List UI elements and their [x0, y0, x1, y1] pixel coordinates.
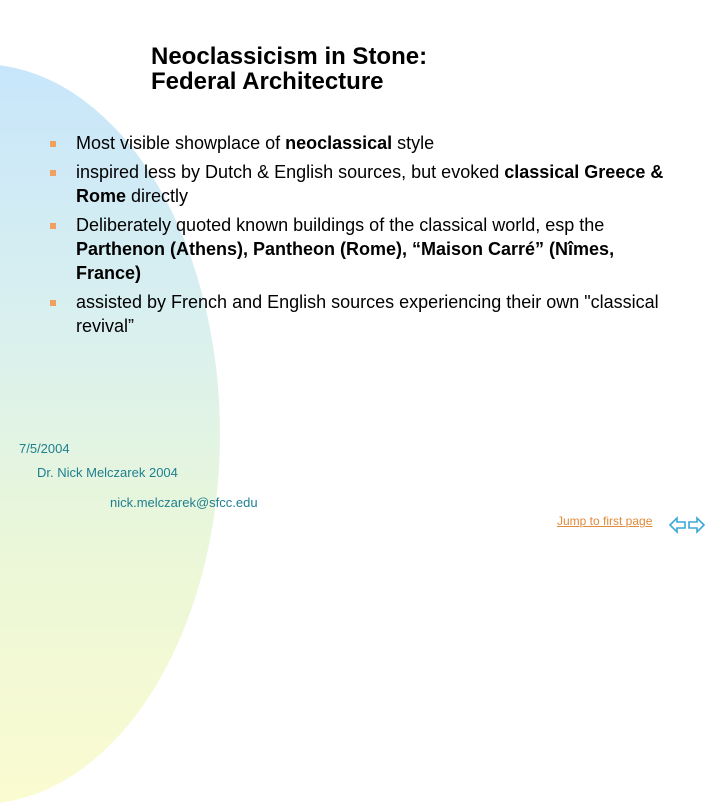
arrow-left-icon[interactable] — [669, 516, 686, 534]
jump-to-first-page-link[interactable]: Jump to first page — [557, 514, 653, 528]
bullet-text: Deliberately quoted known buildings of the classical world, esp the — [76, 215, 605, 235]
bullet-text: directly — [126, 186, 189, 206]
bullet-text: Most visible showplace of — [76, 133, 286, 153]
bullet-emphasis-text: neoclassical — [285, 133, 393, 153]
bullet-emphasis-text: classical Greece & Rome — [76, 162, 664, 206]
footer-email: nick.melczarek@sfcc.edu — [110, 495, 258, 510]
slide-title-line-2: Federal Architecture — [151, 68, 384, 95]
bullet-list — [48, 131, 678, 343]
bullet-text: style — [392, 133, 435, 153]
bullet-marker-icon — [50, 300, 56, 306]
bullet-item — [48, 290, 678, 338]
bullet-marker-icon — [50, 141, 56, 147]
slide-title-line-1: Neoclassicism in Stone: — [151, 43, 428, 70]
bullet-emphasis-text: Parthenon (Athens), Pantheon (Rome), “Maison Carré” (Nîmes, France) — [76, 239, 615, 283]
slide-title — [151, 44, 427, 94]
bullet-item — [48, 160, 678, 208]
bullet-text: assisted by French and English sources experiencing their own "classical revival” — [76, 292, 659, 336]
bullet-text: inspired less by Dutch & English sources, but evoked — [76, 162, 505, 182]
bullet-item — [48, 131, 678, 155]
bullet-marker-icon — [50, 170, 56, 176]
footer-date: 7/5/2004 — [19, 441, 70, 456]
slide-navigation — [669, 514, 705, 536]
bullet-item — [48, 213, 678, 285]
arrow-right-icon[interactable] — [688, 516, 705, 534]
footer-author: Dr. Nick Melczarek 2004 — [37, 465, 178, 480]
bullet-marker-icon — [50, 223, 56, 229]
